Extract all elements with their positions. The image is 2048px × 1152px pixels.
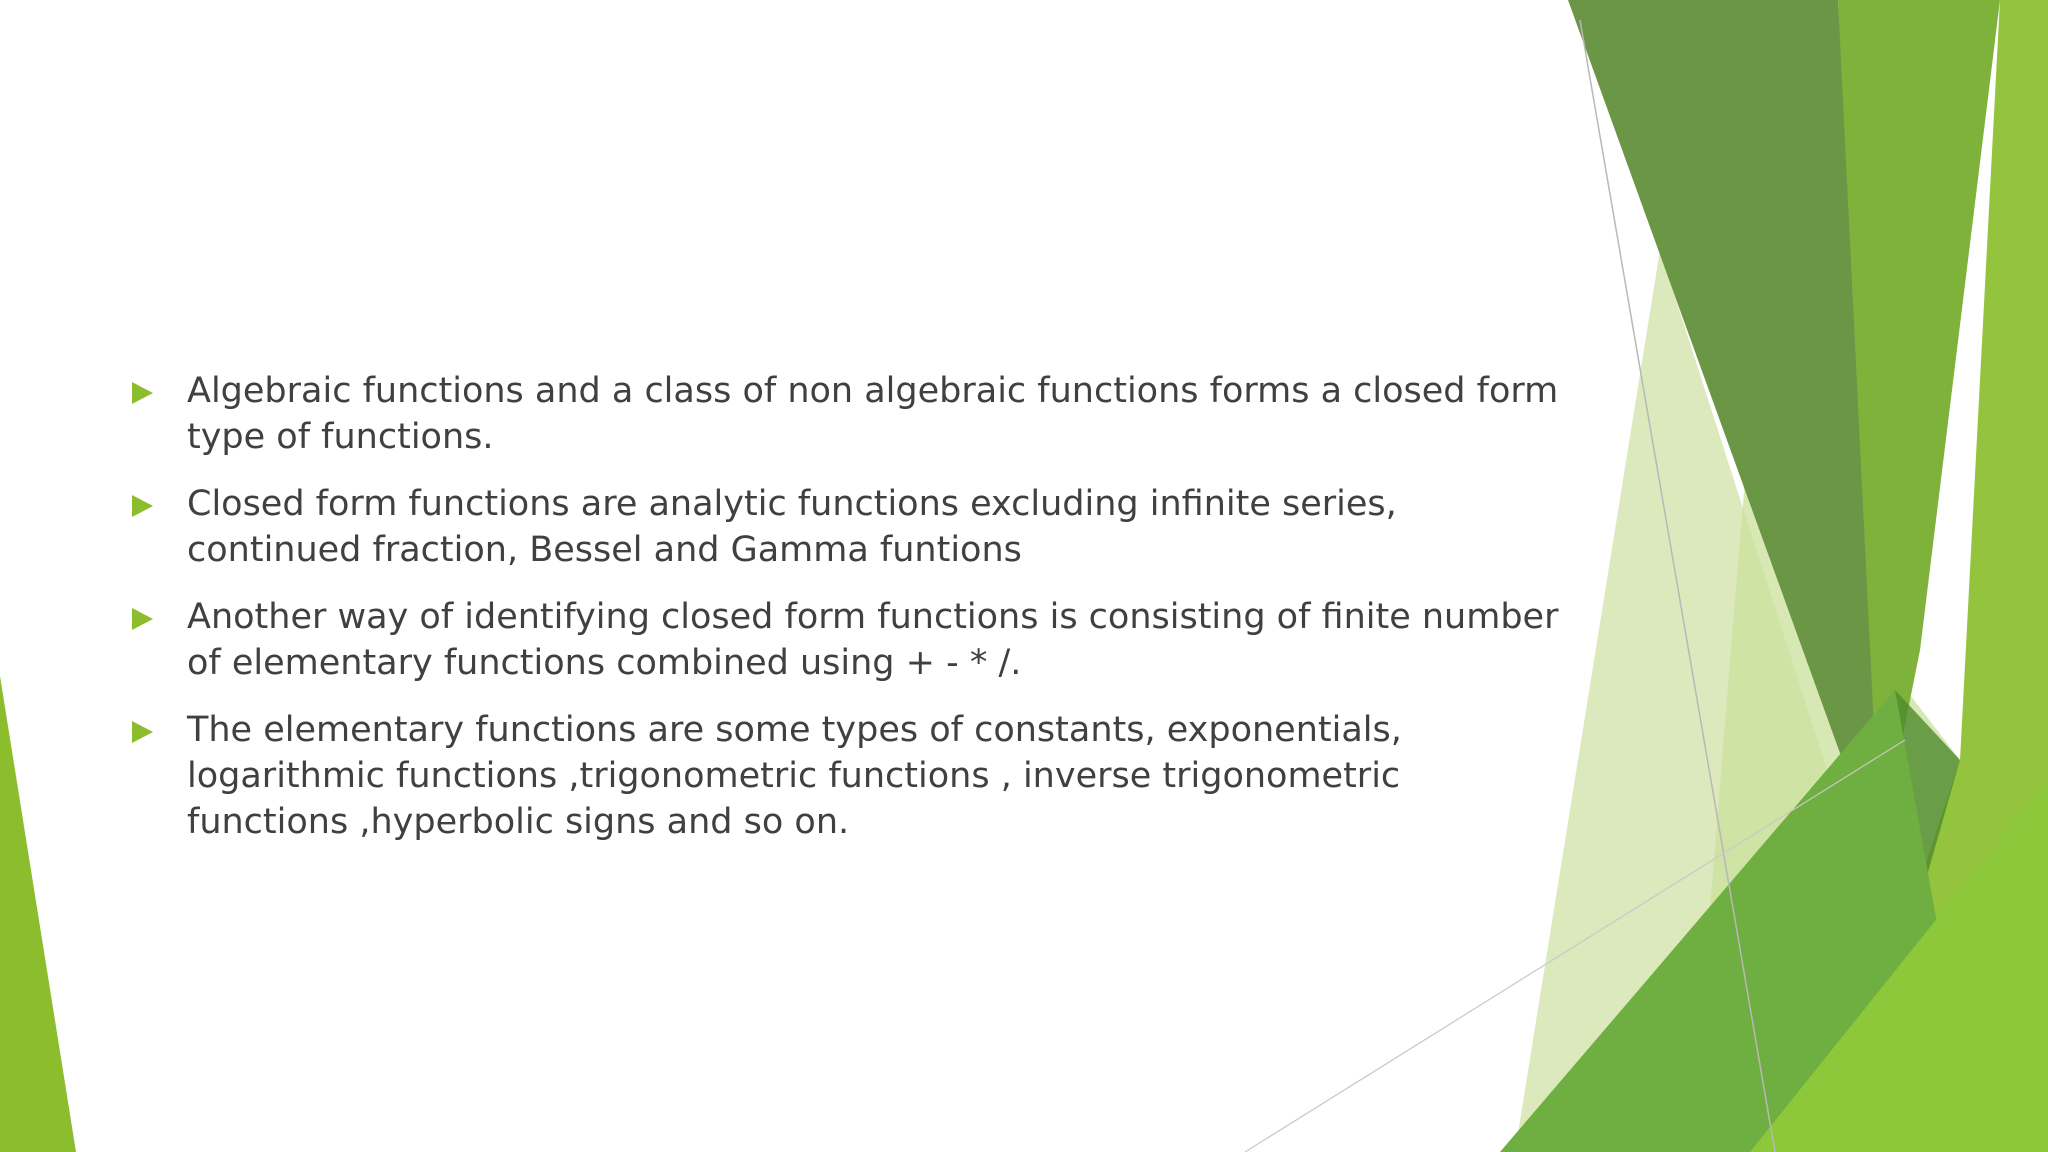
bullet-text: Algebraic functions and a class of non algebraic functions forms a closed form type of functions. — [187, 371, 1559, 457]
bullet-item — [130, 368, 1560, 460]
bullet-list — [130, 368, 1560, 866]
bullet-text: The elementary functions are some types of constants, exponentials, logarithmic functions ,trigonometric functions , inverse trigonometric functions ,hyperbolic signs and so on. — [187, 710, 1402, 842]
bullet-item — [130, 481, 1560, 573]
bullet-item — [130, 707, 1560, 845]
triangle-bullet-icon — [132, 382, 153, 404]
triangle-bullet-icon — [132, 721, 153, 743]
bullet-text: Another way of identifying closed form functions is consisting of finite number of elementary functions combined using + - * /. — [187, 597, 1559, 683]
bullet-text: Closed form functions are analytic functions excluding infinite series, continued fraction, Bessel and Gamma funtions — [187, 484, 1397, 570]
left-green-sliver — [0, 676, 76, 1152]
bullet-item — [130, 594, 1560, 686]
triangle-bullet-icon — [132, 495, 153, 517]
triangle-bullet-icon — [132, 608, 153, 630]
